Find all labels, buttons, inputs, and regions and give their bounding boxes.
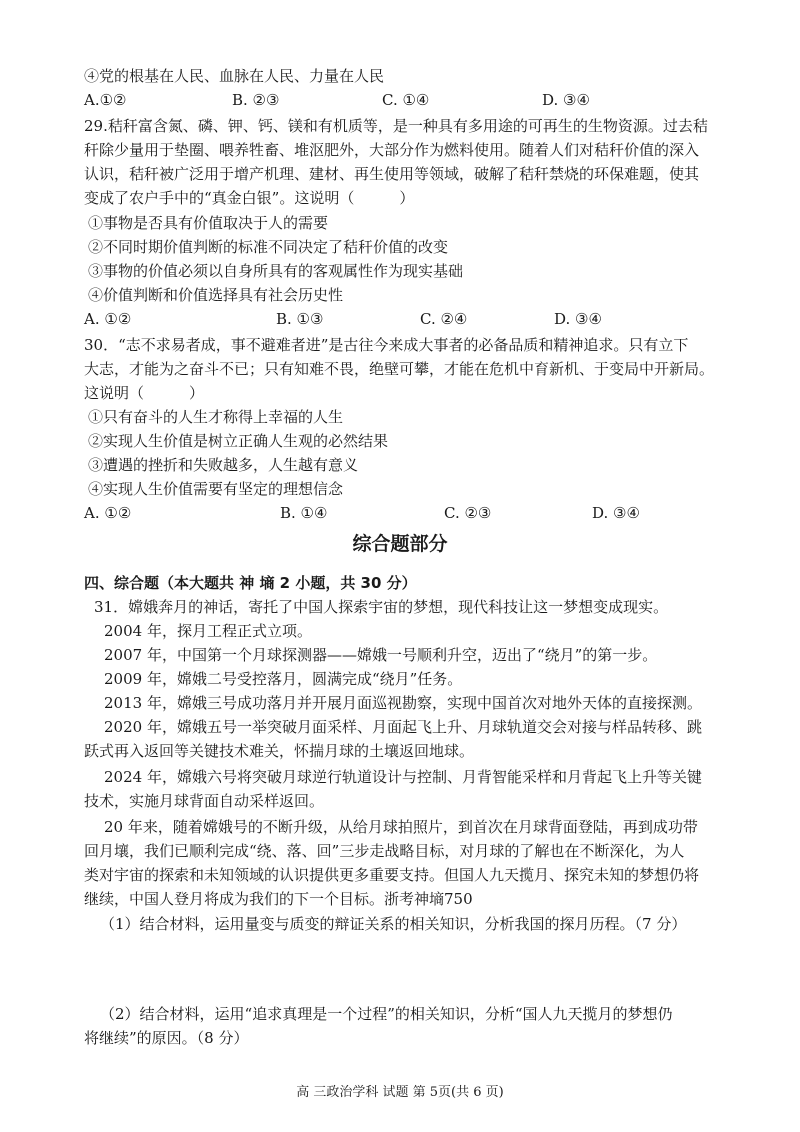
- q28-options: [84, 90, 724, 110]
- q30-stem-line: 30．“志不求易者成，事不避难者进”是古往今来成大事者的必备品质和精神追求。只有立下: [84, 336, 689, 354]
- q28-option-c: C. ①④: [382, 91, 430, 109]
- q29-option-a: A. ①②: [84, 310, 132, 328]
- q31-intro: 31．嫦娥奔月的神话，寄托了中国人探索宇宙的梦想，现代科技让这一梦想变成现实。: [94, 598, 669, 616]
- q31-summary-line: 类对宇宙的探索和未知领域的认识提供更多重要支持。但国人九天揽月、探究未知的梦想仍将: [84, 866, 700, 884]
- q30-option-a: A. ①②: [84, 504, 132, 522]
- q31-subquestion-2-line: 将继续”的原因。（8 分）: [84, 1029, 249, 1047]
- q30-option-d: D. ③④: [592, 504, 640, 522]
- q30-stem-line: 这说明（ ）: [84, 384, 205, 402]
- q29-stem-line: 秆除少量用于垫圈、喂养牲畜、堆沤肥外，大部分作为燃料使用。随着人们对秸秆价值的深入: [84, 141, 700, 159]
- q29-item: ①事物是否具有价值取决于人的需要: [88, 214, 329, 232]
- q31-summary-line: 20 年来，随着嫦娥号的不断升级，从给月球拍照片，到首次在月球背面登陆，再到成功带: [104, 818, 698, 836]
- q30-option-c: C. ②③: [444, 504, 492, 522]
- part4-heading: 四、综合题（本大题共 神 墒 2 小题，共 30 分）: [84, 574, 417, 592]
- q31-timeline-line: 2013 年，嫦娥三号成功落月并开展月面巡视勘察，实现中国首次对地外天体的直接探测。: [104, 694, 702, 712]
- q30-item: ③遭遇的挫折和失败越多，人生越有意义: [88, 456, 359, 474]
- q31-timeline-line: 2007 年，中国第一个月球探测器——嫦娥一号顺利升空，迈出了“绕月”的第一步。: [104, 646, 658, 664]
- q29-option-d: D. ③④: [554, 310, 602, 328]
- q29-stem-line: 29.秸秆富含氮、磷、钾、钙、镁和有机质等，是一种具有多用途的可再生的生物资源。过去秸: [84, 117, 708, 135]
- q30-options: [84, 503, 724, 523]
- q29-item: ④价值判断和价值选择具有社会历史性: [88, 286, 344, 304]
- q28-option-b: B. ②③: [232, 91, 280, 109]
- q31-timeline-line: 2004 年，探月工程正式立项。: [104, 622, 312, 640]
- q29-option-c: C. ②④: [420, 310, 468, 328]
- q29-stem-line: 认识，秸秆被广泛用于增产机理、建材、再生使用等领域，破解了秸秆禁烧的环保难题，使其: [84, 165, 700, 183]
- q29-item: ②不同时期价值判断的标准不同决定了秸秆价值的改变: [88, 238, 449, 256]
- q28-item-4: ④党的根基在人民、血脉在人民、力量在人民: [84, 67, 385, 85]
- q31-summary-line: 继续，中国人登月将成为我们的下一个目标。浙考神墒750: [84, 890, 473, 908]
- q30-item: ②实现人生价值是树立正确人生观的必然结果: [88, 432, 389, 450]
- q31-subquestion-2-line: （2）结合材料，运用“追求真理是一个过程”的相关知识，分析“国人九天揽月的梦想仍: [100, 1005, 673, 1023]
- q31-timeline-line: 2020 年，嫦娥五号一举突破月面采样、月面起飞上升、月球轨道交会对接与样品转移、跳: [104, 718, 702, 736]
- q31-subquestion-1: （1）结合材料，运用量变与质变的辩证关系的相关知识，分析我国的探月历程。（7 分）: [100, 915, 687, 933]
- q29-options: [84, 309, 724, 329]
- q31-timeline-line: 2009 年，嫦娥二号受控落月，圆满完成“绕月”任务。: [104, 670, 463, 688]
- section-title: 综合题部分: [352, 533, 448, 555]
- q29-stem-line: 变成了农户手中的“真金白银”。这说明（ ）: [84, 189, 415, 207]
- q29-item: ③事物的价值必须以自身所具有的客观属性作为现实基础: [88, 262, 464, 280]
- q30-item: ④实现人生价值需要有坚定的理想信念: [88, 480, 344, 498]
- q31-timeline-line: 技术，实施月球背面自动采样返回。: [84, 792, 325, 810]
- q31-timeline-line: 跃式再入返回等关键技术难关，怀揣月球的土壤返回地球。: [84, 742, 475, 760]
- q29-option-b: B. ①③: [276, 310, 324, 328]
- q31-summary-line: 回月壤，我们已顺利完成“绕、落、回”三步走战略目标，对月球的了解也在不断深化，为人: [84, 842, 685, 860]
- q28-option-a: A.①②: [84, 91, 127, 109]
- q30-item: ①只有奋斗的人生才称得上幸福的人生: [88, 408, 344, 426]
- page-footer: 高 三政治学科 试题 第 5页(共 6 页): [296, 1085, 504, 1100]
- q30-option-b: B. ①④: [280, 504, 328, 522]
- q28-option-d: D. ③④: [542, 91, 590, 109]
- q30-stem-line: 大志，才能为之奋斗不已；只有知难不畏，绝壁可攀，才能在危机中育新机、于变局中开新局。: [84, 360, 715, 378]
- q31-timeline-line: 2024 年，嫦娥六号将突破月球逆行轨道设计与控制、月背智能采样和月背起飞上升等关键: [104, 768, 702, 786]
